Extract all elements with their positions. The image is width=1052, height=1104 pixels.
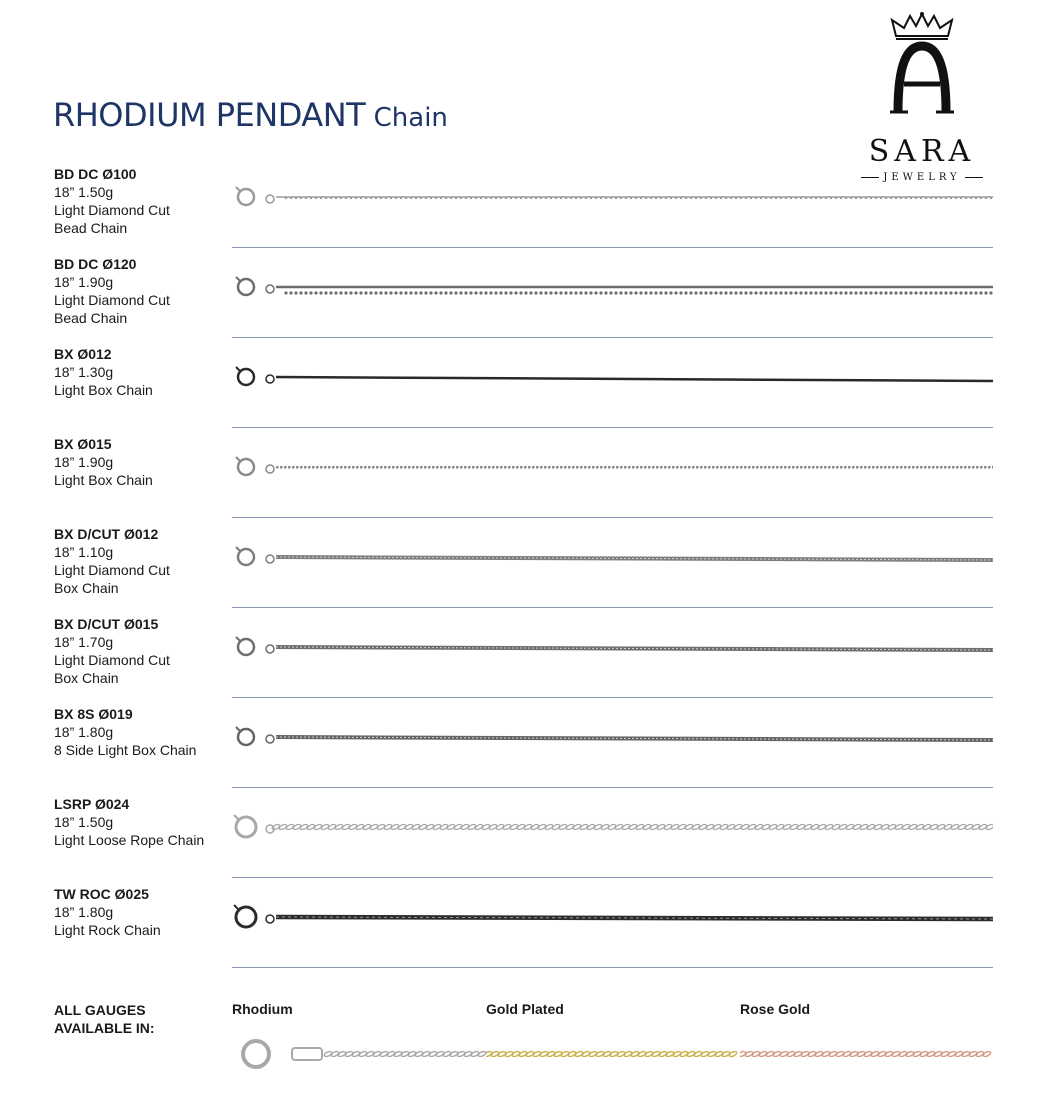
- chain-info: [54, 795, 229, 849]
- row-divider: [232, 427, 993, 428]
- page-title: [53, 96, 448, 134]
- chain-description: Bead Chain: [54, 310, 128, 326]
- logo-tagline: JEWELRY: [852, 172, 992, 183]
- logo-name: SARA: [868, 134, 976, 169]
- row-divider: [232, 517, 993, 518]
- chain-row: [0, 165, 1052, 255]
- availability-label: [54, 1001, 214, 1037]
- brand-logo: [852, 12, 992, 182]
- chain-spec: 18” 1.80g: [54, 724, 114, 740]
- chain-code: BX 8S Ø019: [54, 706, 133, 722]
- chain-row: [0, 615, 1052, 705]
- chain-code: BX D/CUT Ø015: [54, 616, 159, 632]
- row-divider: [232, 967, 993, 968]
- chain-image: [232, 355, 993, 415]
- chain-code: TW ROC Ø025: [54, 886, 149, 902]
- chain-row: [0, 525, 1052, 615]
- chain-image: [232, 805, 993, 865]
- chain-info: [54, 165, 229, 237]
- availability-label-line1: ALL GAUGES: [54, 1002, 146, 1018]
- chain-image: [232, 625, 993, 685]
- chain-info: [54, 615, 229, 687]
- chain-spec: 18” 1.30g: [54, 364, 114, 380]
- chain-info: [54, 525, 229, 597]
- chain-description: Light Diamond Cut: [54, 562, 170, 578]
- chain-description: Box Chain: [54, 580, 119, 596]
- chain-spec: 18” 1.90g: [54, 274, 114, 290]
- chain-description: Light Diamond Cut: [54, 202, 170, 218]
- chain-image: [232, 535, 993, 595]
- chain-code: BX Ø012: [54, 346, 112, 362]
- chain-description: Light Box Chain: [54, 472, 153, 488]
- finish-label-gold-plated: Gold Plated: [486, 1001, 564, 1017]
- crown-logo-icon: [884, 12, 960, 132]
- chain-info: [54, 885, 229, 939]
- chain-description: Box Chain: [54, 670, 119, 686]
- finish-sample-rhodium: [232, 1026, 486, 1076]
- finish-label-rhodium: Rhodium: [232, 1001, 293, 1017]
- chain-description: Light Box Chain: [54, 382, 153, 398]
- chain-row: [0, 255, 1052, 345]
- title-main: RHODIUM PENDANT: [53, 96, 366, 134]
- chain-image: [232, 265, 993, 325]
- finish-label-rose-gold: Rose Gold: [740, 1001, 811, 1017]
- chain-row: [0, 705, 1052, 795]
- chain-spec: 18” 1.90g: [54, 454, 114, 470]
- chain-code: BD DC Ø100: [54, 166, 137, 182]
- chain-info: [54, 435, 229, 489]
- chain-image: [232, 715, 993, 775]
- chain-spec: 18” 1.10g: [54, 544, 114, 560]
- title-sub: Chain: [373, 103, 448, 133]
- chain-info: [54, 255, 229, 327]
- chain-spec: 18” 1.50g: [54, 184, 114, 200]
- chain-row: [0, 345, 1052, 435]
- chain-info: [54, 345, 229, 399]
- availability-label-line2: AVAILABLE IN:: [54, 1020, 155, 1036]
- chain-spec: 18” 1.50g: [54, 814, 114, 830]
- chain-description: 8 Side Light Box Chain: [54, 742, 197, 758]
- chain-row: [0, 885, 1052, 975]
- chain-description: Light Loose Rope Chain: [54, 832, 205, 848]
- chain-image: [232, 175, 993, 235]
- chain-spec: 18” 1.80g: [54, 904, 114, 920]
- finish-sample-gold-plated: [486, 1026, 740, 1076]
- chain-row: [0, 435, 1052, 525]
- row-divider: [232, 787, 993, 788]
- chain-code: BX D/CUT Ø012: [54, 526, 159, 542]
- finish-sample-rose-gold: [740, 1026, 994, 1076]
- row-divider: [232, 337, 993, 338]
- row-divider: [232, 877, 993, 878]
- chain-info: [54, 705, 229, 759]
- chain-description: Light Rock Chain: [54, 922, 161, 938]
- chain-code: BD DC Ø120: [54, 256, 137, 272]
- row-divider: [232, 247, 993, 248]
- chain-code: LSRP Ø024: [54, 796, 130, 812]
- chain-description: Bead Chain: [54, 220, 128, 236]
- chain-image: [232, 895, 993, 955]
- chain-description: Light Diamond Cut: [54, 292, 170, 308]
- chain-description: Light Diamond Cut: [54, 652, 170, 668]
- chain-row: [0, 795, 1052, 885]
- chain-code: BX Ø015: [54, 436, 112, 452]
- chain-image: [232, 445, 993, 505]
- chain-spec: 18” 1.70g: [54, 634, 114, 650]
- row-divider: [232, 607, 993, 608]
- row-divider: [232, 697, 993, 698]
